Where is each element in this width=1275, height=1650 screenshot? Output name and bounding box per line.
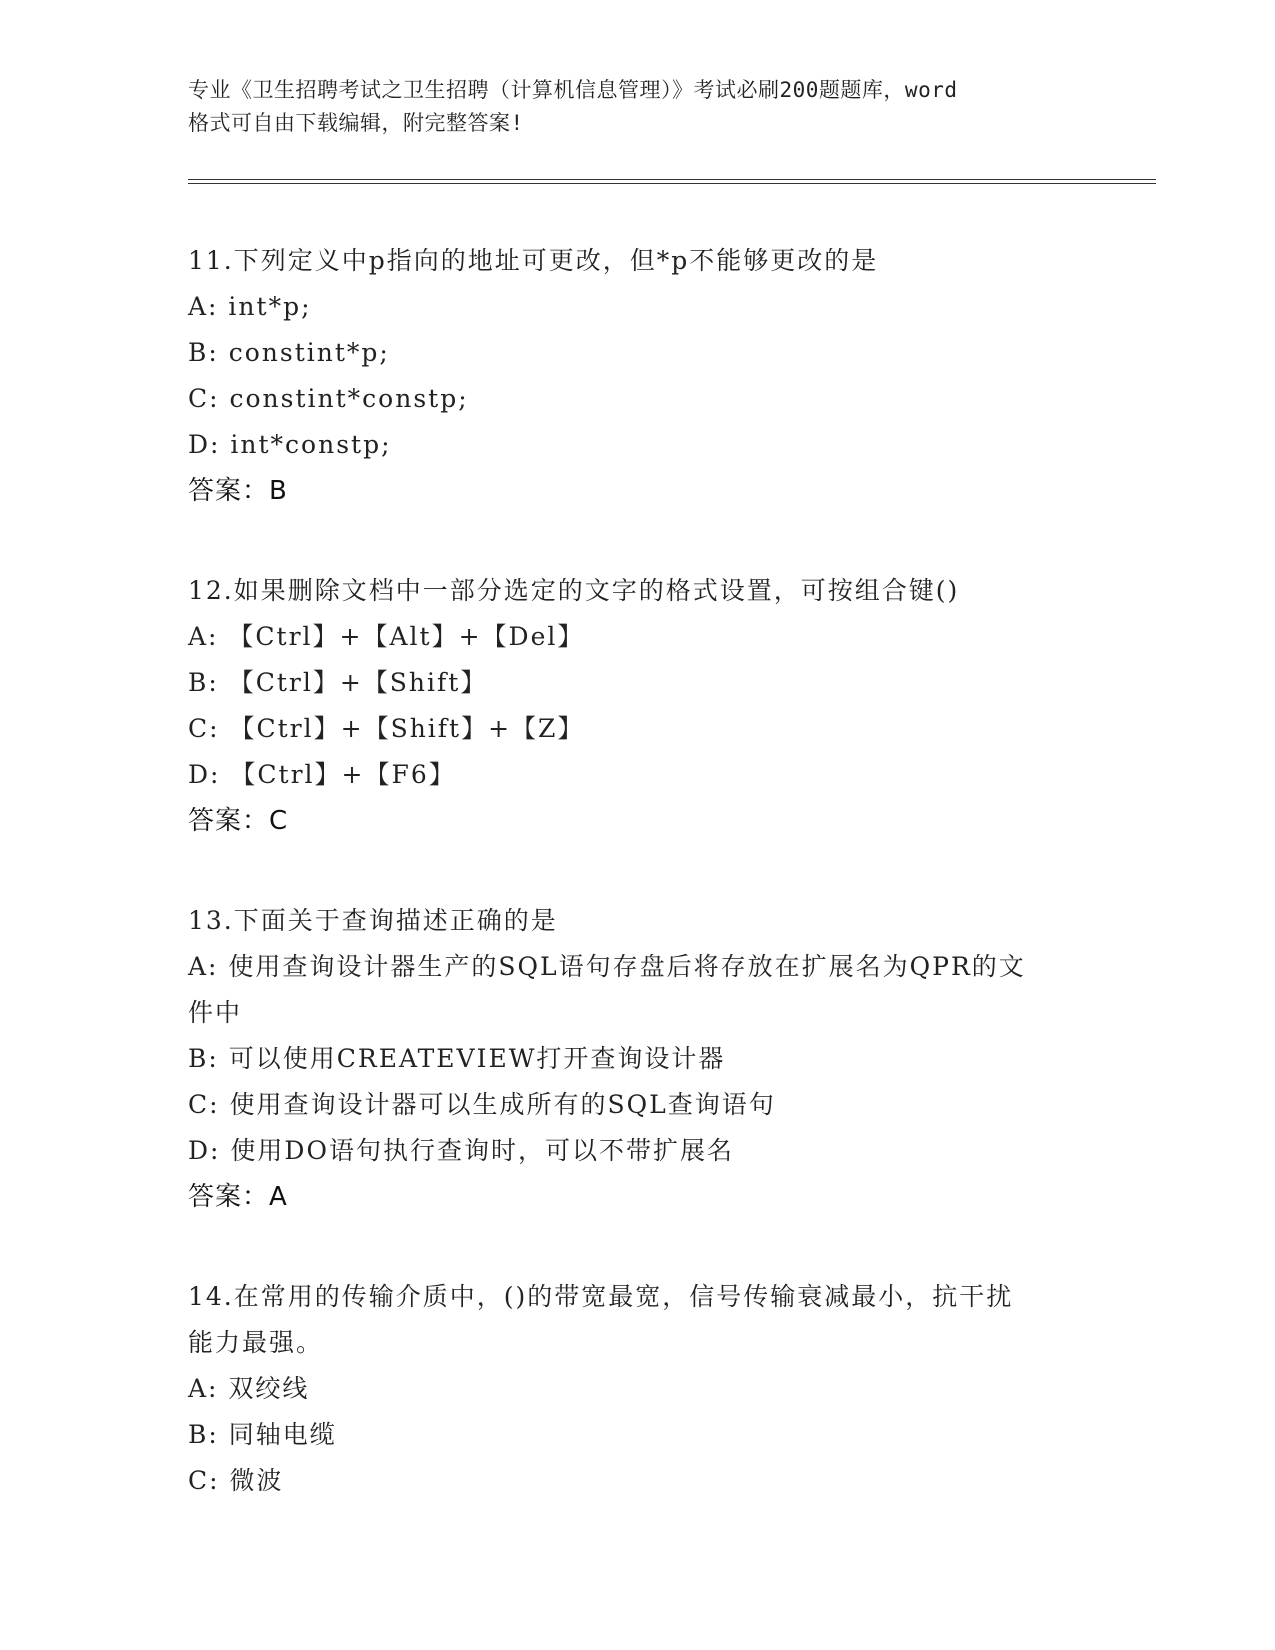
question-stem: 12.如果删除文档中一部分选定的文字的格式设置，可按组合键() (188, 576, 960, 605)
answer-label: 答案：C (188, 806, 289, 836)
option-b: B: constint*p; (188, 338, 390, 367)
header-divider-top (188, 179, 1156, 180)
option-a: A: 使用查询设计器生产的SQL语句存盘后将存放在扩展名为QPR的文 (188, 952, 1026, 981)
option-c: C: 微波 (188, 1466, 284, 1495)
answer-label: 答案：A (188, 1182, 288, 1212)
question-list (188, 238, 1088, 1558)
option-d: D: 【Ctrl】+【F6】 (188, 760, 456, 789)
question-stem: 13.下面关于查询描述正确的是 (188, 906, 558, 935)
option-b: B: 可以使用CREATEVIEW打开查询设计器 (188, 1044, 726, 1073)
question-stem: 11.下列定义中p指向的地址可更改，但*p不能够更改的是 (188, 246, 879, 275)
header-divider-bottom (188, 183, 1156, 184)
option-c: C: 【Ctrl】+【Shift】+【Z】 (188, 714, 585, 743)
question-14 (188, 1274, 1088, 1504)
option-c: C: constint*constp; (188, 384, 469, 413)
header-line-1: 专业《卫生招聘考试之卫生招聘（计算机信息管理）》考试必刷200题题库，word (188, 78, 958, 102)
question-stem: 14.在常用的传输介质中，()的带宽最宽，信号传输衰减最小，抗干扰 (188, 1282, 1014, 1311)
document-header (188, 74, 1108, 140)
option-b: B: 【Ctrl】+【Shift】 (188, 668, 488, 697)
question-13 (188, 898, 1088, 1220)
option-d: D: int*constp; (188, 430, 392, 459)
option-d: D: 使用DO语句执行查询时，可以不带扩展名 (188, 1136, 734, 1165)
question-11 (188, 238, 1088, 514)
option-a: A: 【Ctrl】+【Alt】+【Del】 (188, 622, 585, 651)
question-12 (188, 568, 1088, 844)
option-a-continued: 件中 (188, 998, 243, 1027)
option-a: A: int*p; (188, 292, 312, 321)
question-stem-continued: 能力最强。 (188, 1328, 324, 1357)
option-a: A: 双绞线 (188, 1374, 310, 1403)
option-c: C: 使用查询设计器可以生成所有的SQL查询语句 (188, 1090, 776, 1119)
header-line-2: 格式可自由下载编辑，附完整答案! (188, 111, 524, 135)
option-b: B: 同轴电缆 (188, 1420, 337, 1449)
answer-label: 答案：B (188, 476, 288, 506)
